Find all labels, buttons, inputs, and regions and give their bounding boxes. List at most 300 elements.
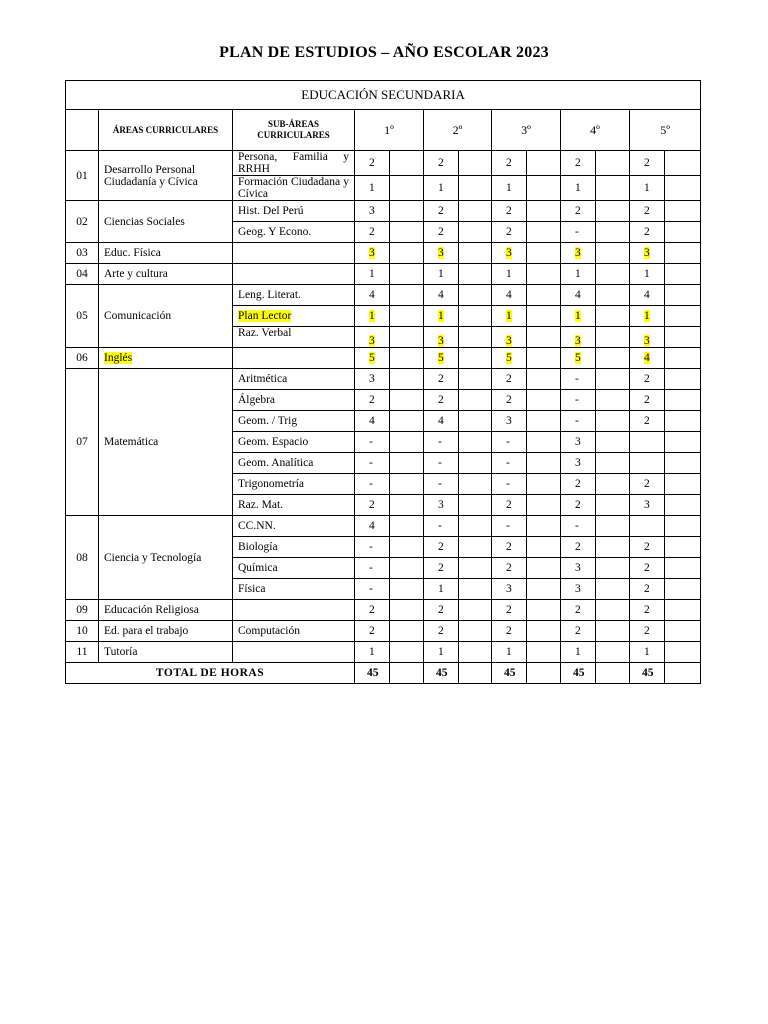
- hours-grade-1: [355, 474, 390, 495]
- hours-value: 2: [644, 205, 650, 217]
- empty-cell: [665, 558, 701, 579]
- hours-value: 2: [438, 205, 444, 217]
- empty-cell: [596, 369, 630, 390]
- total-hours-grade-3: 45: [492, 663, 527, 684]
- hours-value: 1: [438, 583, 444, 595]
- empty-cell: [459, 558, 492, 579]
- hours-grade-1: [355, 390, 390, 411]
- hours-value: 2: [438, 604, 444, 616]
- hours-grade-5: [630, 516, 665, 537]
- subarea-name-text: Formación Ciudadana y Cívica: [238, 176, 349, 200]
- hours-grade-1: [355, 201, 390, 222]
- hours-value: 2: [644, 625, 650, 637]
- area-name-text: Arte y cultura: [104, 268, 168, 280]
- hours-grade-4: [561, 579, 596, 600]
- hours-grade-5: [630, 201, 665, 222]
- hours-grade-1: [355, 151, 390, 176]
- area-number: 09: [66, 600, 99, 621]
- hours-grade-2: [424, 390, 459, 411]
- header-areas: ÁREAS CURRICULARES: [99, 110, 233, 151]
- subarea-name-text: Computación: [238, 625, 300, 637]
- hours-grade-3: [492, 390, 527, 411]
- hours-value: 2: [369, 499, 375, 511]
- empty-cell: [459, 390, 492, 411]
- empty-cell: [665, 306, 701, 327]
- header-grade-2: 2º: [424, 110, 492, 151]
- empty-cell: [527, 243, 561, 264]
- empty-cell: [390, 621, 424, 642]
- subarea-name-text: Trigonometría: [238, 478, 305, 490]
- hours-value: 2: [438, 226, 444, 238]
- area-name: [99, 243, 233, 264]
- subarea-name-text: Geom. / Trig: [238, 415, 298, 427]
- empty-cell: [459, 642, 492, 663]
- hours-value: 3: [644, 335, 650, 347]
- hours-grade-1: [355, 621, 390, 642]
- hours-value: 1: [506, 268, 512, 280]
- hours-grade-3: [492, 348, 527, 369]
- empty-cell: [665, 453, 701, 474]
- area-number: 05: [66, 285, 99, 348]
- hours-value: -: [575, 394, 579, 406]
- subarea-name: [233, 516, 355, 537]
- empty-cell: [527, 495, 561, 516]
- empty-cell: [527, 642, 561, 663]
- hours-grade-4: [561, 176, 596, 201]
- hours-grade-4: [561, 285, 596, 306]
- hours-grade-3: [492, 432, 527, 453]
- hours-value: 4: [644, 289, 650, 301]
- empty-cell: [665, 243, 701, 264]
- empty-cell: [596, 621, 630, 642]
- hours-value: 2: [644, 226, 650, 238]
- empty-cell: [459, 327, 492, 348]
- hours-grade-2: [424, 306, 459, 327]
- hours-grade-5: [630, 348, 665, 369]
- hours-value: 3: [369, 373, 375, 385]
- total-label: TOTAL DE HORAS: [66, 663, 355, 684]
- hours-grade-1: [355, 176, 390, 201]
- empty-cell: [459, 432, 492, 453]
- hours-grade-2: [424, 264, 459, 285]
- hours-grade-1: [355, 348, 390, 369]
- hours-value: 1: [506, 182, 512, 194]
- subarea-name: [233, 243, 355, 264]
- subarea-name: [233, 432, 355, 453]
- hours-value: 3: [438, 247, 444, 259]
- hours-value: 3: [506, 335, 512, 347]
- area-number: 07: [66, 369, 99, 516]
- table-row: [66, 285, 701, 306]
- area-name-text: Desarrollo Personal Ciudadanía y Cívica: [104, 163, 198, 188]
- hours-value: 2: [644, 583, 650, 595]
- hours-grade-4: [561, 151, 596, 176]
- subarea-name: [233, 558, 355, 579]
- hours-grade-5: [630, 474, 665, 495]
- hours-grade-2: [424, 432, 459, 453]
- hours-value: -: [369, 478, 373, 490]
- header-subareas: SUB-ÁREAS CURRICULARES: [233, 110, 355, 151]
- hours-grade-5: [630, 264, 665, 285]
- empty-cell: [665, 151, 701, 176]
- subarea-name-text: Física: [238, 583, 266, 595]
- hours-value: 2: [506, 205, 512, 217]
- empty-cell: [665, 579, 701, 600]
- hours-value: 3: [575, 247, 581, 259]
- hours-value: 2: [506, 226, 512, 238]
- hours-value: 2: [506, 499, 512, 511]
- table-row: [66, 201, 701, 222]
- hours-value: -: [506, 457, 510, 469]
- hours-value: 2: [438, 373, 444, 385]
- empty-cell: [390, 201, 424, 222]
- area-name-text: Educ. Física: [104, 247, 161, 259]
- subarea-name: [233, 176, 355, 201]
- hours-grade-4: [561, 348, 596, 369]
- page-title: PLAN DE ESTUDIOS – AÑO ESCOLAR 2023: [219, 44, 549, 61]
- empty-cell: [596, 243, 630, 264]
- hours-value: 2: [644, 604, 650, 616]
- empty-cell: [527, 558, 561, 579]
- area-number: 04: [66, 264, 99, 285]
- hours-grade-2: [424, 558, 459, 579]
- hours-value: 1: [644, 182, 650, 194]
- hours-grade-5: [630, 537, 665, 558]
- hours-value: 4: [369, 415, 375, 427]
- area-number: 02: [66, 201, 99, 243]
- empty-cell: [459, 495, 492, 516]
- empty-cell: [596, 600, 630, 621]
- hours-value: 2: [575, 478, 581, 490]
- empty-cell: [390, 663, 424, 684]
- hours-value: 2: [644, 541, 650, 553]
- area-name-text: Comunicación: [104, 310, 172, 322]
- subarea-name-text: Plan Lector: [238, 310, 292, 322]
- hours-grade-3: [492, 558, 527, 579]
- hours-grade-5: [630, 151, 665, 176]
- empty-cell: [459, 369, 492, 390]
- subarea-name-text: Geom. Analítica: [238, 457, 314, 469]
- hours-value: 2: [575, 625, 581, 637]
- hours-value: 2: [575, 499, 581, 511]
- hours-grade-5: [630, 285, 665, 306]
- hours-grade-1: [355, 411, 390, 432]
- area-number: 03: [66, 243, 99, 264]
- subarea-name-text: CC.NN.: [238, 520, 276, 532]
- area-name: [99, 369, 233, 516]
- hours-grade-4: [561, 516, 596, 537]
- total-hours-grade-1: 45: [355, 663, 390, 684]
- hours-value: 1: [575, 310, 581, 322]
- header-grade-4: 4º: [561, 110, 630, 151]
- hours-value: -: [575, 415, 579, 427]
- empty-cell: [665, 369, 701, 390]
- hours-grade-1: [355, 285, 390, 306]
- hours-grade-3: [492, 411, 527, 432]
- hours-value: 2: [438, 541, 444, 553]
- hours-value: 3: [438, 335, 444, 347]
- hours-grade-4: [561, 201, 596, 222]
- empty-cell: [459, 306, 492, 327]
- hours-grade-4: [561, 327, 596, 348]
- hours-grade-3: [492, 579, 527, 600]
- hours-value: -: [438, 457, 442, 469]
- empty-cell: [527, 306, 561, 327]
- empty-cell: [459, 663, 492, 684]
- hours-grade-3: [492, 222, 527, 243]
- hours-grade-4: [561, 621, 596, 642]
- empty-cell: [390, 600, 424, 621]
- empty-cell: [665, 285, 701, 306]
- hours-value: 1: [506, 646, 512, 658]
- hours-value: 5: [369, 352, 375, 364]
- hours-grade-5: [630, 621, 665, 642]
- empty-cell: [527, 264, 561, 285]
- empty-cell: [459, 453, 492, 474]
- hours-value: 5: [438, 352, 444, 364]
- hours-value: 3: [369, 247, 375, 259]
- hours-value: -: [369, 562, 373, 574]
- empty-cell: [459, 411, 492, 432]
- hours-grade-4: [561, 642, 596, 663]
- empty-cell: [596, 474, 630, 495]
- hours-value: 2: [369, 625, 375, 637]
- subarea-name-text: Álgebra: [238, 394, 276, 406]
- empty-cell: [527, 390, 561, 411]
- hours-value: -: [438, 520, 442, 532]
- area-name: [99, 201, 233, 243]
- empty-cell: [527, 285, 561, 306]
- hours-grade-2: [424, 621, 459, 642]
- area-name: [99, 151, 233, 201]
- area-name: [99, 348, 233, 369]
- subarea-name: [233, 621, 355, 642]
- table-row: [66, 264, 701, 285]
- hours-value: 3: [506, 247, 512, 259]
- hours-grade-4: [561, 264, 596, 285]
- empty-cell: [596, 285, 630, 306]
- empty-cell: [665, 495, 701, 516]
- empty-cell: [596, 151, 630, 176]
- hours-grade-3: [492, 151, 527, 176]
- empty-cell: [665, 264, 701, 285]
- empty-cell: [459, 579, 492, 600]
- subarea-name: [233, 369, 355, 390]
- hours-grade-1: [355, 432, 390, 453]
- hours-grade-1: [355, 516, 390, 537]
- hours-grade-5: [630, 558, 665, 579]
- hours-value: 1: [644, 310, 650, 322]
- hours-value: 3: [575, 436, 581, 448]
- empty-cell: [390, 285, 424, 306]
- empty-cell: [459, 621, 492, 642]
- subarea-name-text: Química: [238, 562, 278, 574]
- hours-value: 3: [575, 457, 581, 469]
- hours-value: -: [369, 583, 373, 595]
- subarea-name-text: Raz. Verbal: [238, 327, 292, 339]
- hours-value: 4: [369, 520, 375, 532]
- empty-cell: [527, 663, 561, 684]
- area-number: 11: [66, 642, 99, 663]
- hours-grade-4: [561, 369, 596, 390]
- empty-cell: [459, 516, 492, 537]
- hours-value: 2: [438, 562, 444, 574]
- empty-cell: [390, 432, 424, 453]
- header-num-cell: [66, 110, 99, 151]
- hours-grade-5: [630, 642, 665, 663]
- empty-cell: [527, 222, 561, 243]
- hours-grade-1: [355, 369, 390, 390]
- hours-grade-4: [561, 222, 596, 243]
- hours-grade-1: [355, 600, 390, 621]
- hours-value: 2: [438, 625, 444, 637]
- area-name: [99, 642, 233, 663]
- table-row: [66, 348, 701, 369]
- hours-grade-5: [630, 411, 665, 432]
- hours-value: 1: [369, 182, 375, 194]
- empty-cell: [390, 495, 424, 516]
- hours-value: 2: [575, 541, 581, 553]
- empty-cell: [390, 327, 424, 348]
- empty-cell: [596, 411, 630, 432]
- hours-value: -: [506, 520, 510, 532]
- hours-value: 2: [438, 157, 444, 169]
- empty-cell: [390, 306, 424, 327]
- empty-cell: [596, 348, 630, 369]
- hours-value: 2: [369, 604, 375, 616]
- empty-cell: [459, 600, 492, 621]
- empty-cell: [390, 243, 424, 264]
- header-grade-1: 1º: [355, 110, 424, 151]
- hours-value: 2: [506, 562, 512, 574]
- hours-value: 1: [438, 182, 444, 194]
- subarea-name: [233, 285, 355, 306]
- empty-cell: [459, 176, 492, 201]
- empty-cell: [390, 176, 424, 201]
- hours-value: -: [369, 436, 373, 448]
- subarea-name: [233, 327, 355, 348]
- empty-cell: [390, 579, 424, 600]
- empty-cell: [596, 642, 630, 663]
- empty-cell: [665, 537, 701, 558]
- study-plan-table: [65, 80, 701, 684]
- area-name: [99, 516, 233, 600]
- hours-grade-2: [424, 327, 459, 348]
- empty-cell: [527, 201, 561, 222]
- hours-grade-2: [424, 201, 459, 222]
- hours-grade-1: [355, 327, 390, 348]
- subarea-name: [233, 201, 355, 222]
- hours-value: 4: [369, 289, 375, 301]
- hours-grade-3: [492, 600, 527, 621]
- subarea-name: [233, 600, 355, 621]
- hours-value: 3: [506, 583, 512, 595]
- empty-cell: [665, 474, 701, 495]
- hours-grade-1: [355, 495, 390, 516]
- hours-value: 2: [644, 478, 650, 490]
- hours-value: -: [575, 373, 579, 385]
- hours-grade-4: [561, 432, 596, 453]
- hours-value: 3: [644, 247, 650, 259]
- empty-cell: [527, 176, 561, 201]
- empty-cell: [527, 600, 561, 621]
- hours-value: 1: [575, 646, 581, 658]
- empty-cell: [665, 176, 701, 201]
- hours-value: 2: [575, 604, 581, 616]
- hours-grade-3: [492, 621, 527, 642]
- hours-grade-2: [424, 495, 459, 516]
- hours-grade-1: [355, 306, 390, 327]
- hours-grade-3: [492, 453, 527, 474]
- subarea-name: [233, 579, 355, 600]
- hours-value: 3: [644, 499, 650, 511]
- hours-grade-5: [630, 579, 665, 600]
- empty-cell: [665, 642, 701, 663]
- subarea-name: [233, 222, 355, 243]
- hours-grade-3: [492, 306, 527, 327]
- hours-grade-3: [492, 495, 527, 516]
- empty-cell: [665, 663, 701, 684]
- area-number: 08: [66, 516, 99, 600]
- hours-grade-2: [424, 537, 459, 558]
- empty-cell: [596, 453, 630, 474]
- area-number: 06: [66, 348, 99, 369]
- empty-cell: [459, 243, 492, 264]
- hours-grade-4: [561, 453, 596, 474]
- hours-grade-5: [630, 495, 665, 516]
- hours-grade-5: [630, 176, 665, 201]
- table-row: [66, 642, 701, 663]
- hours-grade-4: [561, 558, 596, 579]
- hours-value: 3: [506, 415, 512, 427]
- empty-cell: [459, 348, 492, 369]
- hours-grade-2: [424, 579, 459, 600]
- empty-cell: [390, 537, 424, 558]
- empty-cell: [596, 558, 630, 579]
- hours-value: 1: [369, 646, 375, 658]
- area-name-text: Ciencias Sociales: [104, 215, 185, 228]
- empty-cell: [665, 516, 701, 537]
- hours-value: 5: [575, 352, 581, 364]
- subarea-name: [233, 495, 355, 516]
- hours-grade-3: [492, 474, 527, 495]
- hours-grade-5: [630, 327, 665, 348]
- empty-cell: [665, 621, 701, 642]
- subarea-name-text: Hist. Del Perú: [238, 205, 304, 217]
- subarea-name: [233, 264, 355, 285]
- hours-value: -: [506, 436, 510, 448]
- hours-grade-4: [561, 474, 596, 495]
- hours-grade-2: [424, 243, 459, 264]
- hours-grade-4: [561, 600, 596, 621]
- hours-value: 3: [369, 335, 375, 347]
- hours-value: -: [575, 226, 579, 238]
- hours-value: 1: [369, 310, 375, 322]
- hours-grade-3: [492, 243, 527, 264]
- empty-cell: [527, 348, 561, 369]
- hours-value: 1: [644, 646, 650, 658]
- hours-value: 4: [644, 352, 650, 364]
- empty-cell: [390, 474, 424, 495]
- hours-grade-3: [492, 327, 527, 348]
- table-row: [66, 516, 701, 537]
- hours-value: -: [369, 457, 373, 469]
- subarea-name: [233, 411, 355, 432]
- empty-cell: [527, 621, 561, 642]
- empty-cell: [596, 306, 630, 327]
- empty-cell: [459, 474, 492, 495]
- hours-value: 2: [644, 562, 650, 574]
